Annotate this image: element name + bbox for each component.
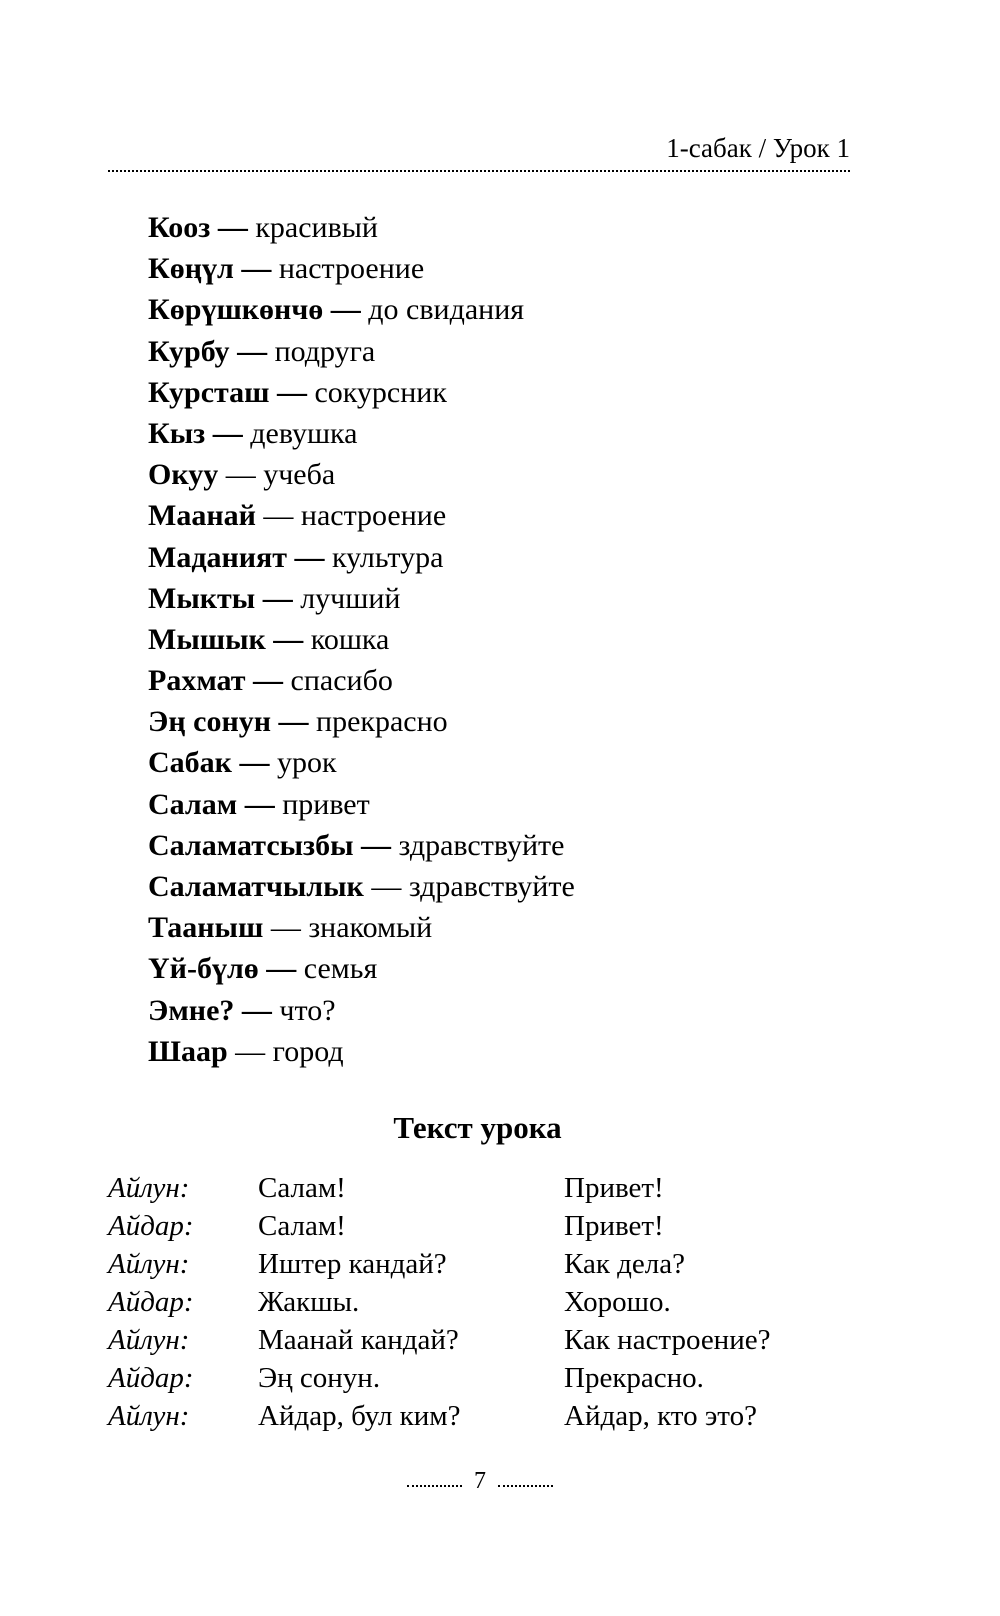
- vocab-dash: —: [237, 334, 268, 368]
- vocab-translation: культура: [332, 540, 444, 574]
- dialogue-kyrgyz: Жакшы.: [258, 1286, 360, 1318]
- dialogue-kyrgyz: Салам!: [258, 1172, 346, 1204]
- vocab-translation: здравствуйте: [408, 870, 575, 903]
- vocab-term: Мышык: [148, 622, 266, 656]
- vocab-entry: [148, 578, 575, 619]
- dialogue-russian: Привет!: [564, 1210, 664, 1242]
- vocab-translation: лучший: [300, 581, 401, 615]
- vocab-translation: настроение: [278, 252, 425, 286]
- vocab-entry: [148, 619, 575, 660]
- vocab-translation: привет: [282, 787, 370, 821]
- vocab-translation: кошка: [310, 622, 390, 656]
- vocab-dash: —: [263, 499, 294, 533]
- vocab-term: Көрүшкөнчө: [148, 293, 324, 327]
- dialogue-speaker: Айдар:: [108, 1286, 194, 1318]
- vocabulary-list: [148, 207, 575, 1072]
- vocab-entry: [148, 1031, 575, 1072]
- vocab-term: Тааныш: [148, 911, 264, 945]
- vocab-translation: красивый: [255, 211, 378, 244]
- vocab-entry: [148, 495, 575, 536]
- vocab-entry: [148, 990, 575, 1031]
- vocab-translation: прекрасно: [316, 705, 448, 739]
- vocab-dash: —: [241, 993, 272, 1027]
- vocab-term: Эмне?: [148, 993, 235, 1027]
- vocab-dash: —: [253, 664, 284, 698]
- vocab-term: Шаар: [148, 1034, 228, 1068]
- vocab-dash: —: [278, 705, 309, 739]
- vocab-term: Кооз: [148, 211, 211, 244]
- vocab-entry: [148, 289, 575, 330]
- vocab-entry: [148, 331, 575, 372]
- vocab-entry: [148, 866, 575, 907]
- dialogue-kyrgyz: Эң сонун.: [258, 1362, 381, 1394]
- vocab-translation: девушка: [250, 416, 358, 450]
- vocab-dash: —: [361, 828, 392, 862]
- footer-dots-right: [498, 1485, 553, 1487]
- vocab-translation: подруга: [274, 334, 376, 368]
- vocab-dash: —: [235, 1034, 266, 1068]
- vocab-dash: —: [239, 746, 270, 780]
- page-footer: [0, 1466, 960, 1496]
- vocab-dash: —: [225, 458, 256, 492]
- vocab-entry: [148, 454, 575, 495]
- running-header: 1-сабак / Урок 1: [666, 133, 850, 163]
- vocab-term: Үй-бүлө: [148, 952, 259, 986]
- section-title: Текст урока: [393, 1110, 562, 1145]
- vocab-entry: [148, 537, 575, 578]
- dialogue-russian: Привет!: [564, 1172, 664, 1204]
- vocab-term: Окуу: [148, 458, 219, 492]
- dialogue-russian: Как дела?: [564, 1248, 686, 1280]
- vocab-term: Мыкты: [148, 581, 256, 615]
- vocab-term: Маанай: [148, 499, 256, 533]
- vocab-dash: —: [241, 252, 272, 286]
- vocab-dash: —: [330, 293, 361, 327]
- vocab-dash: —: [244, 787, 275, 821]
- vocab-translation: знакомый: [308, 911, 433, 945]
- vocab-entry: [148, 907, 575, 948]
- vocab-term: Саламатсызбы: [148, 828, 354, 862]
- vocab-translation: настроение: [300, 499, 447, 533]
- vocab-translation: что?: [279, 993, 336, 1027]
- vocab-translation: здравствуйте: [398, 828, 565, 862]
- vocab-translation: спасибо: [290, 664, 393, 698]
- vocab-translation: семья: [303, 952, 378, 986]
- dialogue-kyrgyz: Айдар, бул ким?: [258, 1400, 461, 1432]
- dialogue-kyrgyz: Салам!: [258, 1210, 346, 1242]
- vocab-entry: [148, 825, 575, 866]
- dialogue-kyrgyz: Иштер кандай?: [258, 1248, 447, 1280]
- vocab-translation: урок: [276, 746, 337, 780]
- vocab-translation: сокурсник: [314, 375, 447, 409]
- vocab-dash: —: [217, 211, 248, 244]
- vocab-entry: [148, 742, 575, 783]
- vocab-entry: [148, 701, 575, 742]
- vocab-dash: —: [371, 870, 402, 903]
- vocab-entry: [148, 248, 575, 289]
- vocab-entry: [148, 372, 575, 413]
- vocab-term: Саламатчылык: [148, 870, 364, 903]
- vocab-term: Көңүл: [148, 252, 234, 286]
- vocab-dash: —: [212, 416, 243, 450]
- vocab-term: Рахмат: [148, 664, 246, 698]
- vocab-entry: [148, 784, 575, 825]
- vocab-entry: [148, 413, 575, 454]
- footer-dots-left: [407, 1485, 462, 1487]
- dialogue-russian: Прекрасно.: [564, 1362, 704, 1394]
- vocab-translation: учеба: [263, 458, 336, 492]
- vocab-translation: до свидания: [368, 293, 525, 327]
- dialogue-speaker: Айлун:: [108, 1324, 190, 1356]
- vocab-dash: —: [294, 540, 325, 574]
- vocab-dash: —: [276, 375, 307, 409]
- vocab-dash: —: [266, 952, 297, 986]
- vocab-translation: город: [272, 1034, 344, 1068]
- vocab-term: Салам: [148, 787, 238, 821]
- vocab-dash: —: [270, 911, 301, 945]
- vocab-term: Кыз: [148, 416, 206, 450]
- dialogue-speaker: Айдар:: [108, 1210, 194, 1242]
- dialogue-russian: Как настроение?: [564, 1324, 771, 1356]
- vocab-entry: [148, 660, 575, 701]
- vocab-entry: [148, 207, 575, 248]
- dialogue-speaker: Айлун:: [108, 1248, 190, 1280]
- dialogue-kyrgyz: Маанай кандай?: [258, 1324, 459, 1356]
- vocab-term: Курбу: [148, 334, 230, 368]
- vocab-term: Маданият: [148, 540, 288, 574]
- dialogue-russian: Хорошо.: [564, 1286, 671, 1318]
- vocab-term: Курсташ: [148, 375, 270, 409]
- vocab-term: Сабак: [148, 746, 232, 780]
- dialogue-speaker: Айлун:: [108, 1400, 190, 1432]
- dialogue-speaker: Айдар:: [108, 1362, 194, 1394]
- header-dotted-rule: [108, 170, 850, 172]
- vocab-term: Эң сонун: [148, 705, 272, 739]
- dialogue-speaker: Айлун:: [108, 1172, 190, 1204]
- dialogue-russian: Айдар, кто это?: [564, 1400, 757, 1432]
- vocab-entry: [148, 948, 575, 989]
- vocab-dash: —: [273, 622, 304, 656]
- page-number: 7: [474, 1468, 486, 1494]
- vocab-dash: —: [262, 581, 293, 615]
